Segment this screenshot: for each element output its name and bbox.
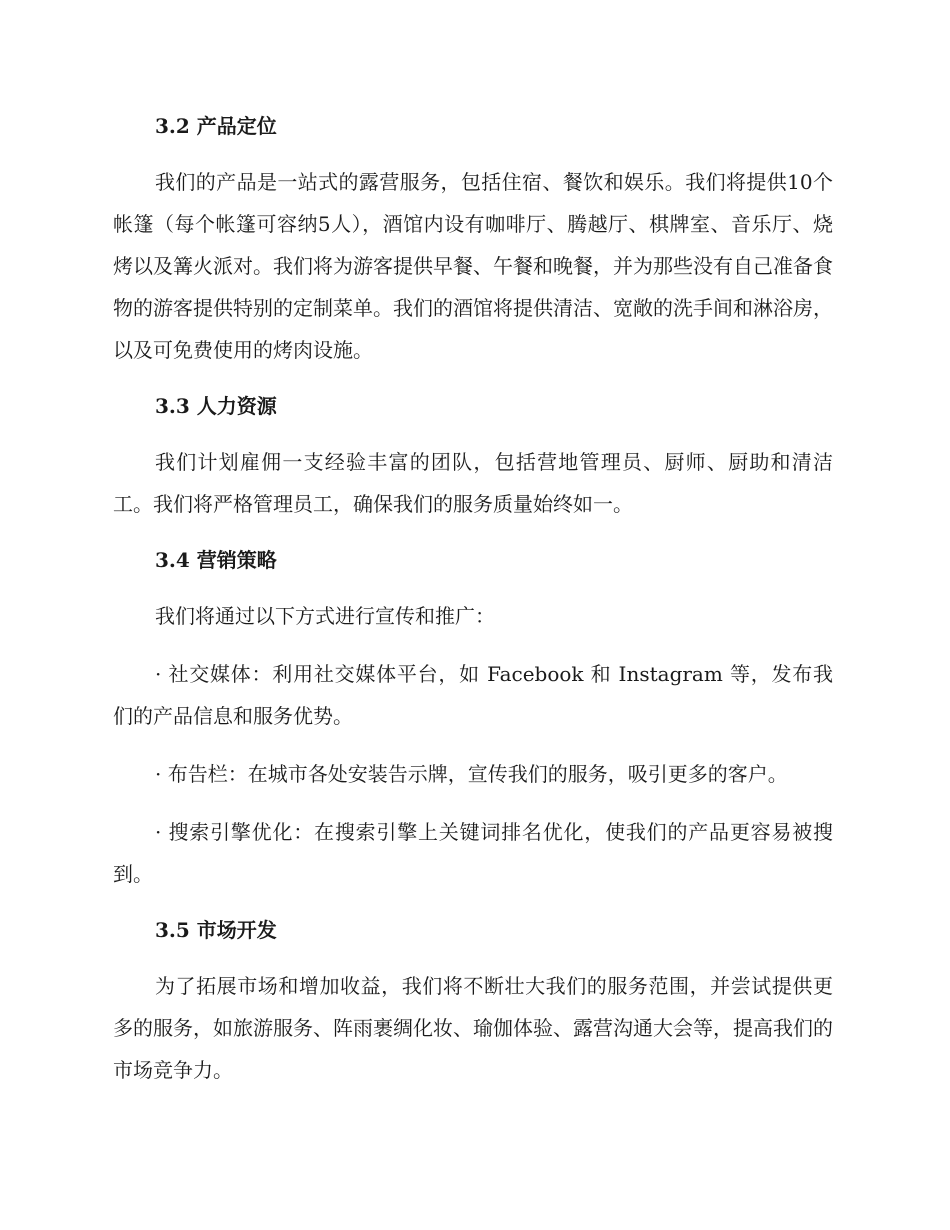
section-heading: 3.3 人力资源 bbox=[155, 394, 277, 418]
section-heading: 3.2 产品定位 bbox=[155, 114, 277, 138]
bullet-item: · 搜索引擎优化：在搜索引擎上关键词排名优化，使我们的产品更容易被搜到。 bbox=[113, 820, 833, 886]
section-heading: 3.5 市场开发 bbox=[155, 918, 277, 942]
document-page bbox=[113, 107, 833, 1107]
section-paragraph: 为了拓展市场和增加收益，我们将不断壮大我们的服务范围，并尝试提供更多的服务，如旅游服务、阵雨裹绸化妆、瑜伽体验、露营沟通大会等，提高我们的市场竞争力。 bbox=[113, 974, 833, 1082]
bullet-item: · 社交媒体：利用社交媒体平台，如 Facebook 和 Instagram 等，发布我们的产品信息和服务优势。 bbox=[113, 662, 833, 728]
section-paragraph: 我们将通过以下方式进行宣传和推广： bbox=[155, 604, 495, 628]
section-heading: 3.4 营销策略 bbox=[155, 548, 277, 572]
section-paragraph: 我们计划雇佣一支经验丰富的团队，包括营地管理员、厨师、厨助和清洁工。我们将严格管理员工，确保我们的服务质量始终如一。 bbox=[113, 450, 833, 516]
bullet-item: · 布告栏：在城市各处安装告示牌，宣传我们的服务，吸引更多的客户。 bbox=[155, 762, 788, 786]
section-paragraph: 我们的产品是一站式的露营服务，包括住宿、餐饮和娱乐。我们将提供10个帐篷（每个帐篷可容纳5人），酒馆内设有咖啡厅、腾越厅、棋牌室、音乐厅、烧烤以及篝火派对。我们将为游客提供早餐、午餐和晚餐，并为那些没有自己准备食物的游客提供特别的定制菜单。我们的酒馆将提供清洁、宽敞的洗手间和淋浴房，以及可免费使用的烤肉设施。 bbox=[113, 170, 833, 362]
